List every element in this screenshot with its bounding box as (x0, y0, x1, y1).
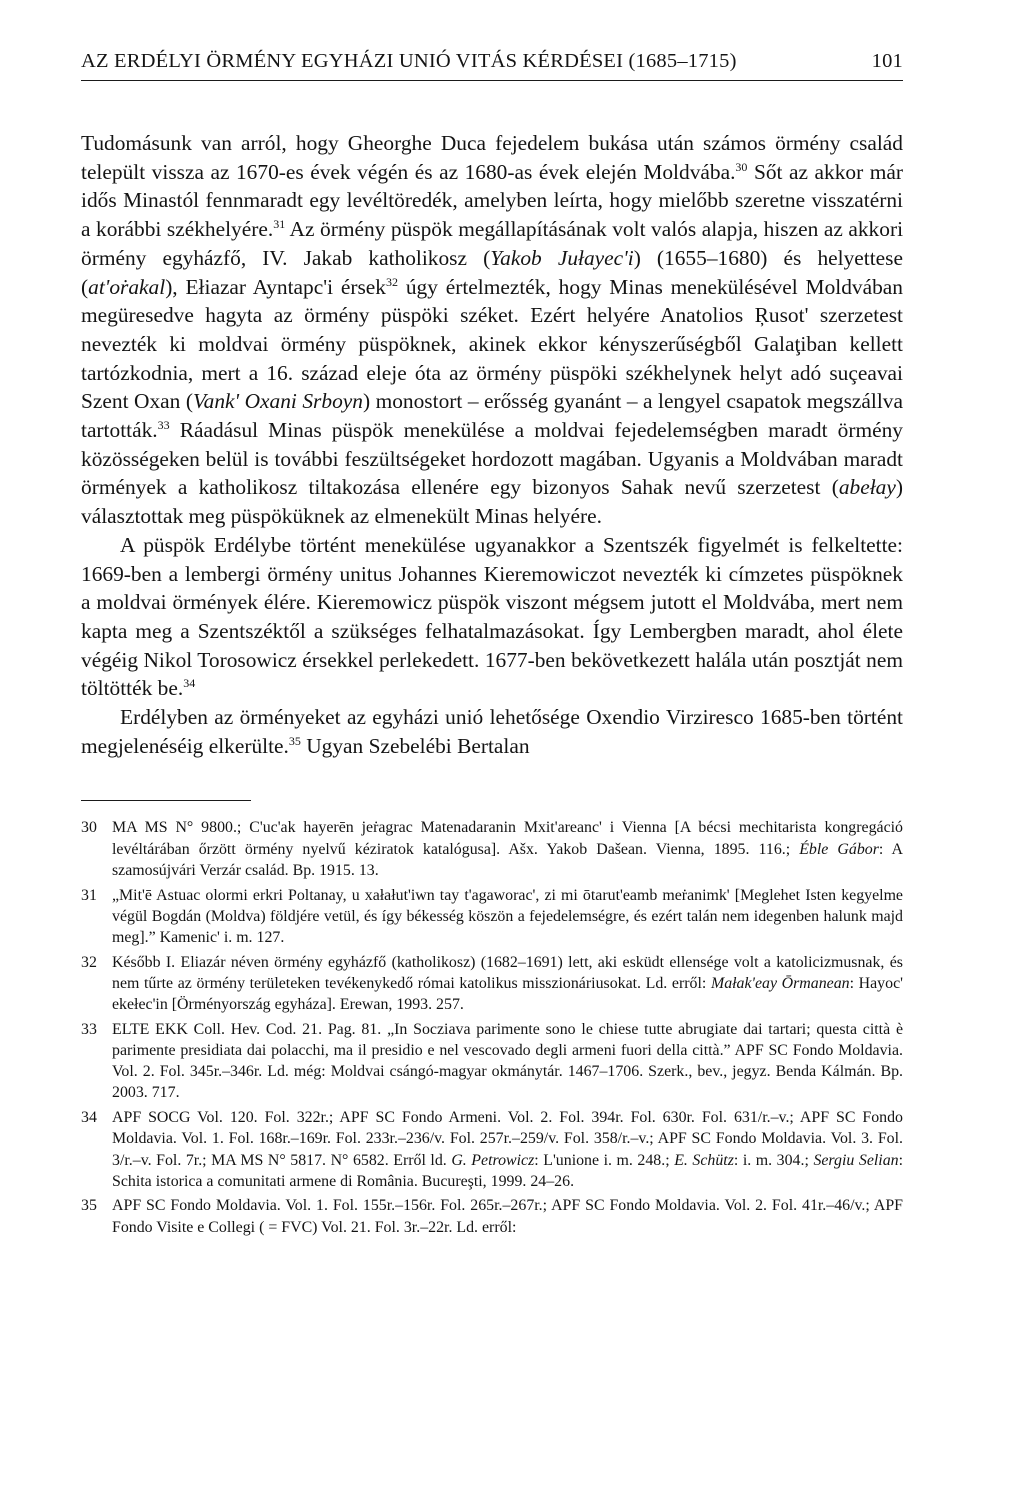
text-run: „Mit'ē Astuac olormi erkri Poltanay, u xałałut'iwn tay t'agaworac', zi mi ōtarut'eamb meṙanimk' [Meglehet Isten kegyelme végül Bogdán (Moldva) földjére vetül, és így békesség köszön a fejedelemségre, és ezért talán nem idegenben halunk majd meg].” Kamenic' i. m. 127. (112, 886, 903, 946)
text-run: Sőt az akkor már idős Minastól fennmaradt egy levéltöredék, amelyben leírta, hogy mielőbb szeretne visszatérni a korábbi székhelyére. (81, 159, 904, 242)
footnote-number: 31 (81, 886, 97, 904)
text-run: : Hayoc' ekełec'in [Örményország egyháza]. Erewan, 1993. 257. (112, 974, 903, 1014)
text-run: ), Ełiazar Ayntapc'i érsek (165, 274, 386, 299)
italic-run: G. Petrowicz (451, 1151, 535, 1169)
footnote-divider (81, 800, 251, 801)
paragraph (81, 129, 903, 531)
text-run: Erdélyben az örményeket az egyházi unió lehetősége Oxendio Virziresco 1685-ben történt megjelenéséig elkerülte. (81, 705, 903, 758)
text-run: : L'unione i. m. 248.; (534, 1151, 675, 1169)
text-run: Később I. Eliazár néven örmény egyházfő (katholikosz) (1682–1691) lett, aki esküdt ellensége volt a katolicizmusnak, és nem tűrte az örmény területeken tevékenykedő római katolikus misszionáriusokat. Ld. erről: (112, 953, 903, 992)
italic-run: Vank' Oxani Srboyn (192, 389, 363, 414)
text-run: : A szamosújvári Verzár család. Bp. 1915. 13. (112, 840, 903, 879)
footnote (81, 952, 903, 1016)
footnote-number: 33 (81, 1020, 97, 1038)
text-run: APF SC Fondo Moldavia. Vol. 1. Fol. 155r.–156r. Fol. 265r.–267r.; APF SC Fondo Moldavia. Vol. 2. Fol. 41r.–46/v.; APF Fondo Visite e Collegi ( = FVC) Vol. 21. Fol. 3r.–22r. Ld. erről: (112, 1197, 903, 1236)
footnote-text (112, 885, 903, 949)
footnote-text (112, 1195, 903, 1237)
book-page (81, 48, 903, 1241)
text-run: Tudomásunk van arról, hogy Gheorghe Duca fejedelem bukása után számos örmény család települt vissza az 1670-es évek végén és az 1680-as évek elején Moldvába. (81, 131, 903, 184)
footnote-ref: 30 (735, 159, 748, 174)
footnote-ref: 32 (385, 274, 398, 289)
italic-run: E. Schütz (674, 1151, 734, 1169)
footnote (81, 1107, 903, 1192)
page-number: 101 (871, 50, 903, 72)
text-run: úgy értelmezték, hogy Minas menekülésével Moldvában megüresedve hagyta az örmény püspöki széket. Ezért helyére Anatolios Ŗusot' szerzetest nevezték ki moldvai örmény püspöknek, akinek ekkor kényszerűségből Galaţiban kellett tartózkodnia, mert a 16. század eleje óta az örmény püspöki székhelynek helyt adó suçeavai Szent Oxan ( (81, 274, 903, 414)
footnote-ref: 34 (183, 676, 196, 691)
footnote-text (112, 1019, 903, 1104)
footnote-ref: 31 (273, 217, 286, 232)
footnote (81, 885, 903, 949)
text-run: A püspök Erdélybe történt menekülése ugyanakkor a Szentszék figyelmét is felkeltette: 1669-ben a lembergi örmény unitus Johannes Kieremowiczot nevezték ki címzetes püspöknek a moldvai örmények élére. Kieremowicz püspök viszont mégsem jutott el Moldvába, mert nem kapta meg a Szentszéktől a szükséges felhatalmazásokat. Így Lembergben maradt, ahol élete végéig Nikol Torosowicz érsekkel perlekedett. 1677-ben bekövetkezett halála után posztját nem töltötték be. (81, 532, 903, 701)
text-run: ) monostort – erősség gyanánt – a lengyel csapatok megszállva tartották. (81, 389, 903, 443)
footnote-ref: 33 (157, 418, 170, 433)
italic-run: Małak'eay Ōrmanean (710, 974, 850, 992)
footnote-number: 34 (81, 1109, 97, 1127)
footnote-text (112, 1107, 903, 1192)
running-title: AZ ERDÉLYI ÖRMÉNY EGYHÁZI UNIÓ VITÁS KÉRDÉSEI (1685–1715) (81, 50, 737, 72)
footnote (81, 817, 903, 881)
italic-run: Sergiu Selian (813, 1151, 899, 1169)
footnote (81, 1195, 903, 1237)
text-run: ) választottak meg püspöküknek az elmenekült Minas helyére. (81, 475, 903, 529)
footnote-ref: 35 (288, 733, 301, 748)
footnote-text (112, 817, 903, 881)
paragraph (81, 531, 903, 703)
text-run: Ugyan Szebelébi Bertalan (300, 733, 530, 758)
text-run: ELTE EKK Coll. Hev. Cod. 21. Pag. 81. „In Socziava parimente sono le chiese tutte abrugiate dai tartari; questa città è parimente presidiata dai polacchi, ma il presidio e nel vescovado degli armeni fuori della città.” APF SC Fondo Moldavia. Vol. 2. Fol. 345r.–346r. Ld. még: Moldvai csángó-magyar okmánytár. 1467–1706. Szerk., bev., jegyz. Benda Kálmán. Bp. 2003. 717. (112, 1020, 903, 1102)
text-run: APF SOCG Vol. 120. Fol. 322r.; APF SC Fondo Armeni. Vol. 2. Fol. 394r. Fol. 630r. Fol. 631/r.–v.; APF SC Fondo Moldavia. Vol. 1. Fol. 168r.–169r. Fol. 233r.–236/v. Fol. 257r.–259/v. Fol. 358/r.–v.; APF SC Fondo Moldavia. Vol. 3. Fol. 3/r.–v. Fol. 7r.; MA MS N° 5817. N° 6582. Erről ld. (112, 1109, 903, 1169)
text-run: MA MS N° 9800.; C'uc'ak hayerēn jeṙagrac Matenadaranin Mxit'areanc' i Vienna [A bécsi mechitarista kongregáció levéltárában őrzött örmény nyelvű kéziratok katalógusa]. Ašx. Yakob Dašean. Vienna, 1895. 116.; (112, 819, 903, 858)
running-header (81, 48, 903, 81)
italic-run: Yakob Jułayec'i (490, 245, 634, 270)
italic-run: Éble Gábor (799, 840, 879, 858)
text-run: : i. m. 304.; (733, 1151, 814, 1169)
footnote-text (112, 952, 903, 1016)
text-run: ) (1655–1680) és helyettese ( (81, 245, 903, 299)
italic-run: abełay (838, 475, 896, 500)
italic-run: at'oṙakal (88, 274, 166, 299)
main-text (81, 129, 903, 760)
footnotes (81, 817, 903, 1237)
text-run: Ráadásul Minas püspök menekülése a moldvai fejedelemségben maradt örmény közösségeken belül is további feszültségeket hordozott magában. Ugyanis a Moldvában maradt örmények a katholikosz tiltakozása ellenére egy bizonyos Sahak nevű szerzetest ( (81, 418, 903, 500)
footnote-number: 30 (81, 819, 97, 837)
footnote-number: 35 (81, 1197, 97, 1215)
paragraph (81, 703, 903, 760)
text-run: : Schita istorica a comunitati armene di România. Bucureşti, 1999. 24–26. (112, 1151, 904, 1190)
footnote-number: 32 (81, 953, 97, 971)
footnote (81, 1019, 903, 1104)
text-run: Az örmény püspök megállapításának volt valós alapja, hiszen az akkori örmény egyházfő, IV. Jakab katholikosz ( (81, 217, 904, 270)
